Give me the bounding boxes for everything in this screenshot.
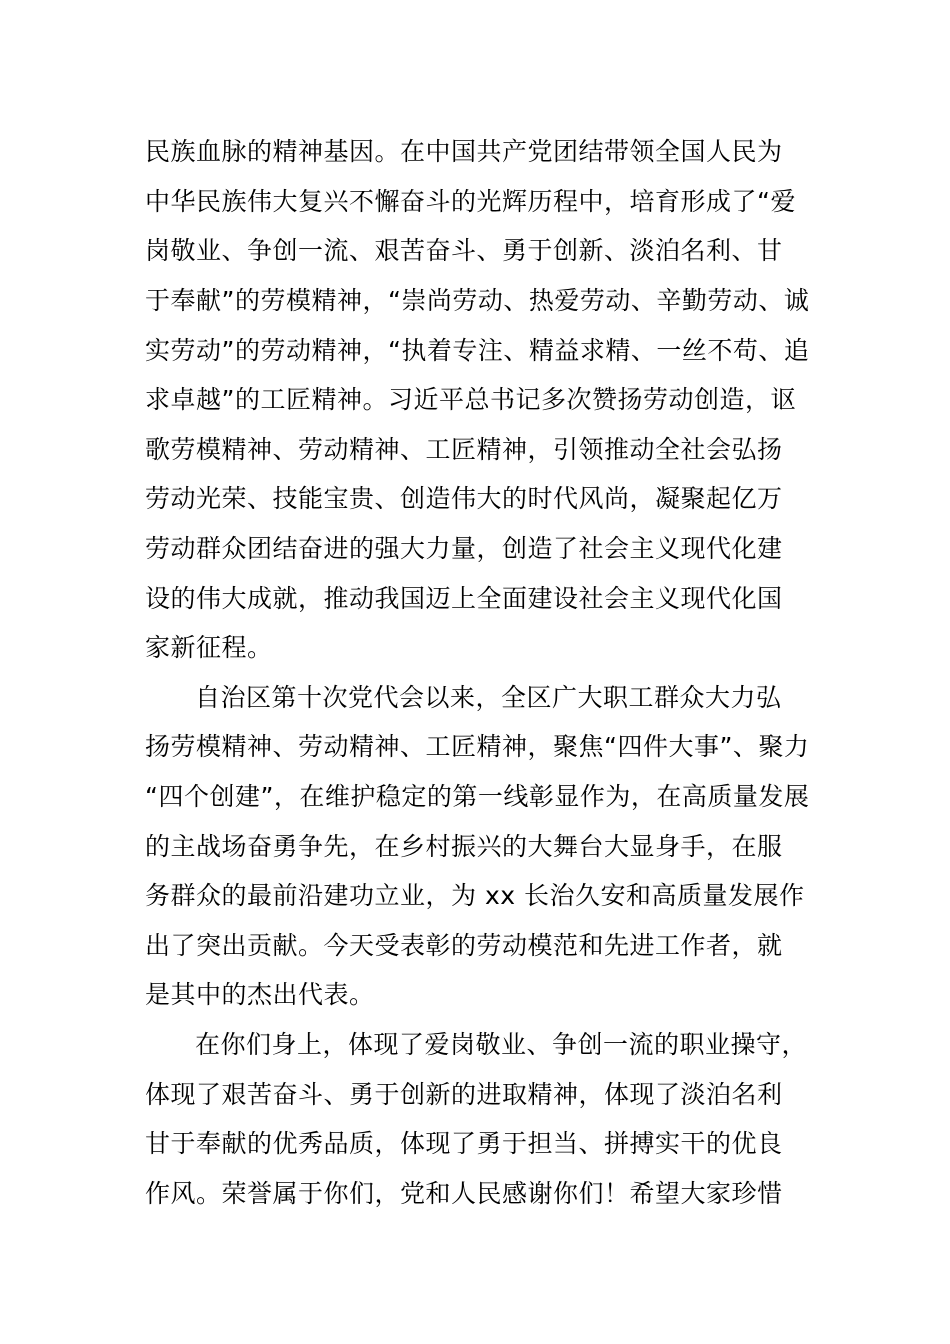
text-line: 劳动光荣、技能宝贵、创造伟大的时代风尚，凝聚起亿万 xyxy=(145,484,783,513)
text-line: 实劳动”的劳动精神，“执着专注、精益求精、一丝不苟、追 xyxy=(145,336,810,365)
text-line: 岗敬业、争创一流、艰苦奋斗、勇于创新、淡泊名利、甘 xyxy=(145,236,783,265)
text-line: 甘于奉献的优秀品质，体现了勇于担当、拼搏实干的优良 xyxy=(145,1129,783,1158)
text-line: 体现了艰苦奋斗、勇于创新的进取精神，体现了淡泊名利 xyxy=(145,1080,783,1109)
text-line: 于奉献”的劳模精神，“崇尚劳动、热爱劳动、辛勤劳动、诚 xyxy=(145,286,810,315)
text-line: 在你们身上，体现了爱岗敬业、争创一流的职业操守， xyxy=(195,1030,808,1059)
text-line: 设的伟大成就，推动我国迈上全面建设社会主义现代化国 xyxy=(145,584,783,613)
text-line: 家新征程。 xyxy=(145,633,273,662)
text-line: 的主战场奋勇争先，在乡村振兴的大舞台大显身手，在服 xyxy=(145,832,783,861)
text-line: 是其中的杰出代表。 xyxy=(145,980,375,1009)
text-line: 歌劳模精神、劳动精神、工匠精神，引领推动全社会弘扬 xyxy=(145,435,783,464)
text-line: 求卓越”的工匠精神。习近平总书记多次赞扬劳动创造，讴 xyxy=(145,385,796,414)
text-line: 自治区第十次党代会以来，全区广大职工群众大力弘 xyxy=(195,683,782,712)
text-line: 扬劳模精神、劳动精神、工匠精神，聚焦“四件大事”、聚力 xyxy=(145,732,810,761)
text-line: 民族血脉的精神基因。在中国共产党团结带领全国人民为 xyxy=(145,137,783,166)
text-line: 出了突出贡献。今天受表彰的劳动模范和先进工作者，就 xyxy=(145,931,783,960)
text-line: “四个创建”，在维护稳定的第一线彰显作为，在高质量发展 xyxy=(145,782,810,811)
text-line: 中华民族伟大复兴不懈奋斗的光辉历程中，培育形成了“爱 xyxy=(145,187,796,216)
text-line: 务群众的最前沿建功立业，为 xx 长治久安和高质量发展作 xyxy=(145,881,805,910)
text-line: 劳动群众团结奋进的强大力量，创造了社会主义现代化建 xyxy=(145,534,783,563)
text-line: 作风。荣誉属于你们，党和人民感谢你们！希望大家珍惜 xyxy=(145,1179,783,1208)
